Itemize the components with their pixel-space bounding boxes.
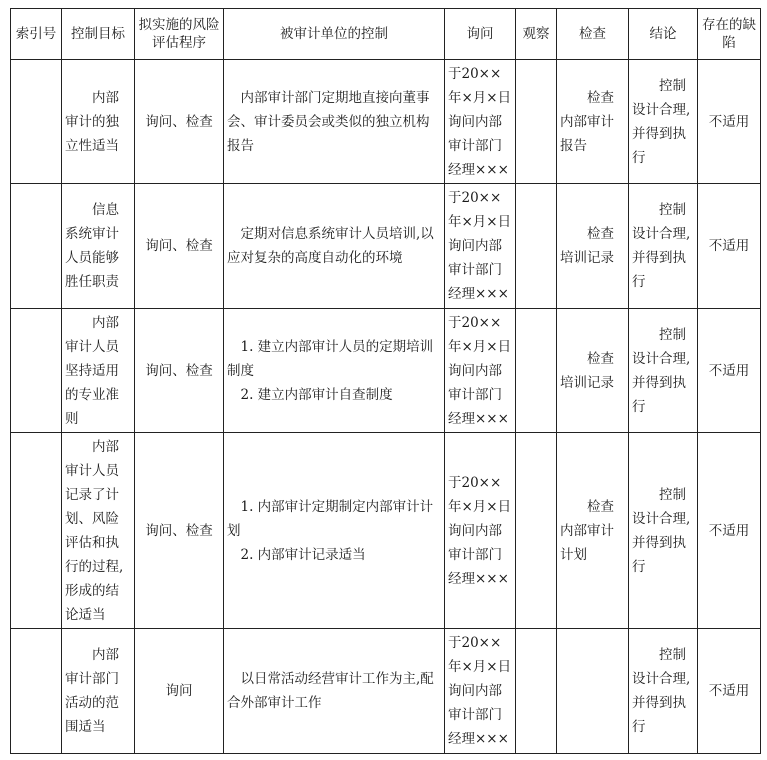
observation-cell xyxy=(516,184,557,309)
observation-cell xyxy=(516,309,557,433)
objective-cell: 内部审计的独立性适当 xyxy=(62,60,135,184)
control-line: 以日常活动经营审计工作为主,配合外部审计工作 xyxy=(227,671,434,711)
observation-cell xyxy=(516,433,557,629)
table-row xyxy=(11,309,761,433)
control-line: 2. 建立内部审计自查制度 xyxy=(240,386,393,403)
control-line: 1. 建立内部审计人员的定期培训制度 xyxy=(227,338,434,379)
procedure-cell: 询问、检查 xyxy=(135,433,224,629)
inspection-cell: 检查内部审计报告 xyxy=(557,60,629,184)
observation-cell xyxy=(516,629,557,754)
control-line: 2. 内部审计记录适当 xyxy=(240,546,366,563)
controls-cell xyxy=(224,60,445,184)
objective-cell: 信息系统审计人员能够胜任职责 xyxy=(62,184,135,309)
observation-cell xyxy=(516,60,557,184)
table-row xyxy=(11,433,761,629)
index-cell xyxy=(11,433,62,629)
inquiry-cell: 于20×× 年×月×日 询问内部 审计部门 经理××× xyxy=(445,433,516,629)
controls-cell xyxy=(224,309,445,433)
controls-cell xyxy=(224,629,445,754)
control-line: 1. 内部审计定期制定内部审计计划 xyxy=(227,498,434,539)
header-deficiency: 存在的缺陷 xyxy=(698,9,761,60)
procedure-cell: 询问 xyxy=(135,629,224,754)
header-procedure: 拟实施的风险评估程序 xyxy=(135,9,224,60)
procedure-cell: 询问、检查 xyxy=(135,60,224,184)
header-conclusion: 结论 xyxy=(629,9,698,60)
table-row xyxy=(11,184,761,309)
controls-cell xyxy=(224,184,445,309)
header-row xyxy=(11,9,761,60)
deficiency-cell: 不适用 xyxy=(698,184,761,309)
inspection-cell: 检查内部审计计划 xyxy=(557,433,629,629)
header-inquiry: 询问 xyxy=(445,9,516,60)
conclusion-cell: 控制设计合理,并得到执行 xyxy=(629,433,698,629)
header-controls: 被审计单位的控制 xyxy=(224,9,445,60)
header-observation: 观察 xyxy=(516,9,557,60)
inspection-cell: 检查培训记录 xyxy=(557,184,629,309)
deficiency-cell: 不适用 xyxy=(698,60,761,184)
inspection-cell: 检查培训记录 xyxy=(557,309,629,433)
procedure-cell: 询问、检查 xyxy=(135,184,224,309)
control-line: 定期对信息系统审计人员培训,以应对复杂的高度自动化的环境 xyxy=(227,226,434,266)
objective-cell: 内部审计人员记录了计划、风险评估和执行的过程,形成的结论适当 xyxy=(62,433,135,629)
index-cell xyxy=(11,309,62,433)
deficiency-cell: 不适用 xyxy=(698,309,761,433)
control-line: 内部审计部门定期地直接向董事会、审计委员会或类似的独立机构报告 xyxy=(227,89,430,154)
conclusion-cell: 控制设计合理,并得到执行 xyxy=(629,629,698,754)
table-row xyxy=(11,629,761,754)
objective-cell: 内部审计人员坚持适用的专业准则 xyxy=(62,309,135,433)
conclusion-cell: 控制设计合理,并得到执行 xyxy=(629,184,698,309)
index-cell xyxy=(11,184,62,309)
deficiency-cell: 不适用 xyxy=(698,629,761,754)
inquiry-cell: 于20×× 年×月×日 询问内部 审计部门 经理××× xyxy=(445,309,516,433)
controls-cell xyxy=(224,433,445,629)
header-index: 索引号 xyxy=(11,9,62,60)
procedure-cell: 询问、检查 xyxy=(135,309,224,433)
audit-control-table xyxy=(10,8,761,754)
conclusion-cell: 控制设计合理,并得到执行 xyxy=(629,60,698,184)
table-row xyxy=(11,60,761,184)
inquiry-cell: 于20×× 年×月×日 询问内部 审计部门 经理××× xyxy=(445,184,516,309)
header-objective: 控制目标 xyxy=(62,9,135,60)
conclusion-cell: 控制设计合理,并得到执行 xyxy=(629,309,698,433)
inspection-cell xyxy=(557,629,629,754)
index-cell xyxy=(11,60,62,184)
header-inspection: 检查 xyxy=(557,9,629,60)
objective-cell: 内部审计部门活动的范围适当 xyxy=(62,629,135,754)
index-cell xyxy=(11,629,62,754)
deficiency-cell: 不适用 xyxy=(698,433,761,629)
inquiry-cell: 于20×× 年×月×日 询问内部 审计部门 经理××× xyxy=(445,629,516,754)
inquiry-cell: 于20×× 年×月×日 询问内部 审计部门 经理××× xyxy=(445,60,516,184)
